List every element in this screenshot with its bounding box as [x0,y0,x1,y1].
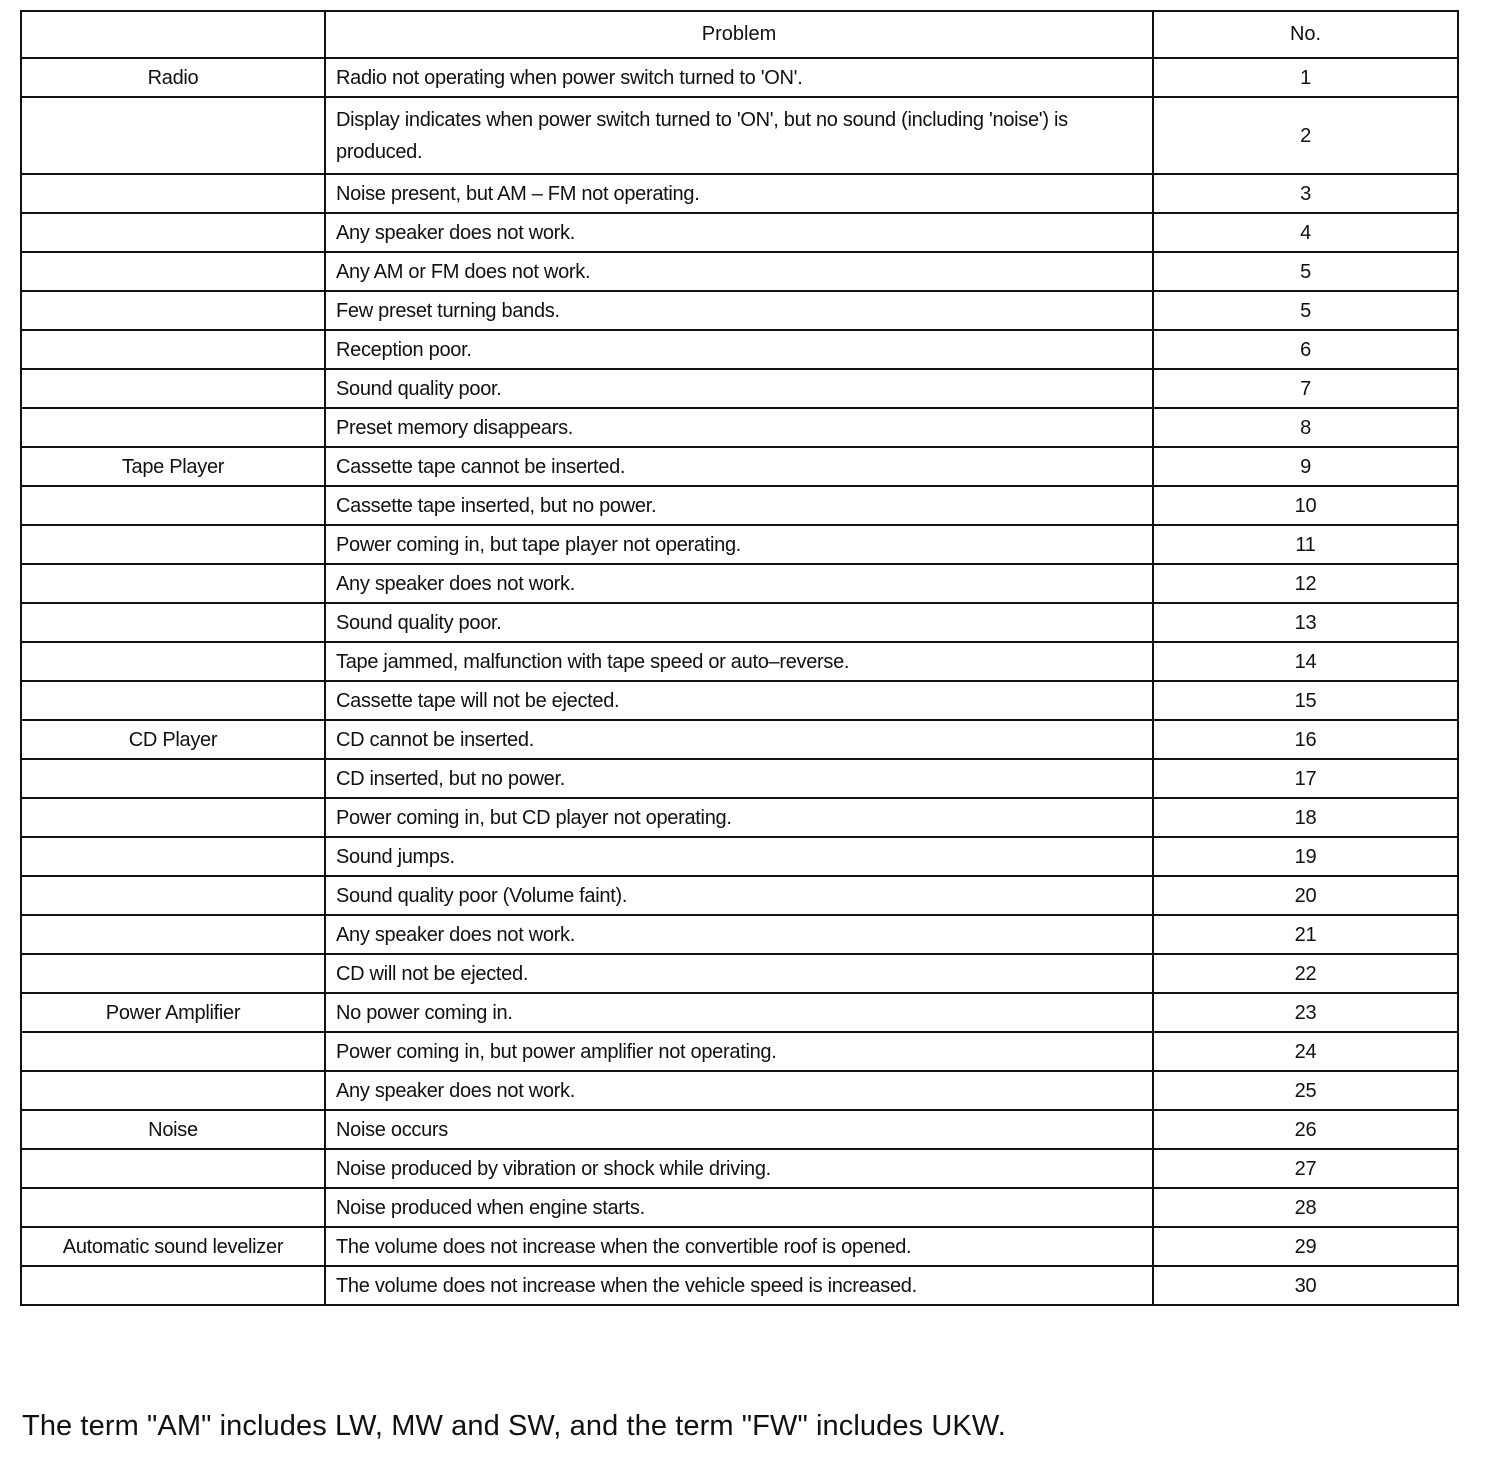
table-row [21,837,1458,876]
problem-cell: The volume does not increase when the vehicle speed is increased. [325,1266,1153,1305]
category-cell [21,876,325,915]
problem-cell: CD cannot be inserted. [325,720,1153,759]
category-cell [21,330,325,369]
problem-cell: Tape jammed, malfunction with tape speed or auto–reverse. [325,642,1153,681]
category-cell: Tape Player [21,447,325,486]
table-row [21,408,1458,447]
problem-cell: Sound quality poor (Volume faint). [325,876,1153,915]
number-cell: 21 [1153,915,1458,954]
problem-cell: Noise present, but AM – FM not operating. [325,174,1153,213]
number-cell: 19 [1153,837,1458,876]
problem-cell: Sound quality poor. [325,603,1153,642]
table-row [21,915,1458,954]
number-cell: 10 [1153,486,1458,525]
category-cell: Power Amplifier [21,993,325,1032]
number-cell: 24 [1153,1032,1458,1071]
table-row [21,369,1458,408]
table-row [21,642,1458,681]
problem-cell: No power coming in. [325,993,1153,1032]
number-cell: 18 [1153,798,1458,837]
number-cell: 16 [1153,720,1458,759]
number-cell: 13 [1153,603,1458,642]
category-cell [21,915,325,954]
category-cell [21,213,325,252]
table-row [21,58,1458,97]
category-cell [21,603,325,642]
problem-cell: CD will not be ejected. [325,954,1153,993]
problem-cell: Any speaker does not work. [325,564,1153,603]
number-cell: 20 [1153,876,1458,915]
number-cell: 1 [1153,58,1458,97]
number-cell: 4 [1153,213,1458,252]
number-cell: 7 [1153,369,1458,408]
table-row [21,97,1458,174]
number-cell: 5 [1153,291,1458,330]
number-cell: 26 [1153,1110,1458,1149]
number-cell: 8 [1153,408,1458,447]
category-cell [21,681,325,720]
number-cell: 29 [1153,1227,1458,1266]
category-cell [21,1266,325,1305]
header-problem: Problem [325,11,1153,58]
category-cell [21,97,325,174]
problem-cell: Noise produced by vibration or shock while driving. [325,1149,1153,1188]
table-row [21,798,1458,837]
problem-cell: Preset memory disappears. [325,408,1153,447]
problem-cell: Any speaker does not work. [325,213,1153,252]
problem-cell: Sound jumps. [325,837,1153,876]
category-cell [21,642,325,681]
category-cell [21,174,325,213]
table-row [21,1266,1458,1305]
problem-cell: Any speaker does not work. [325,1071,1153,1110]
table-row [21,213,1458,252]
category-cell [21,954,325,993]
category-cell: Automatic sound levelizer [21,1227,325,1266]
table-row [21,486,1458,525]
table-row [21,720,1458,759]
table-row [21,954,1458,993]
table-row [21,1188,1458,1227]
problem-cell: Reception poor. [325,330,1153,369]
category-cell [21,1071,325,1110]
category-cell [21,1188,325,1227]
number-cell: 17 [1153,759,1458,798]
footnote: The term "AM" includes LW, MW and SW, and the term "FW" includes UKW. [22,1410,1006,1442]
table-row [21,1227,1458,1266]
problem-cell: Noise occurs [325,1110,1153,1149]
table-row [21,603,1458,642]
table-row [21,1032,1458,1071]
category-cell [21,369,325,408]
problem-cell: Noise produced when engine starts. [325,1188,1153,1227]
table-header-row [21,11,1458,58]
category-cell [21,486,325,525]
problem-cell: Display indicates when power switch turned to 'ON', but no sound (including 'noise') is produced. [325,97,1153,174]
table-row [21,291,1458,330]
category-cell [21,291,325,330]
table-row [21,1149,1458,1188]
number-cell: 25 [1153,1071,1458,1110]
category-cell [21,564,325,603]
number-cell: 3 [1153,174,1458,213]
number-cell: 5 [1153,252,1458,291]
problem-cell: Cassette tape will not be ejected. [325,681,1153,720]
number-cell: 11 [1153,525,1458,564]
table-row [21,174,1458,213]
number-cell: 27 [1153,1149,1458,1188]
problem-cell: Few preset turning bands. [325,291,1153,330]
category-cell [21,837,325,876]
table-row [21,564,1458,603]
number-cell: 23 [1153,993,1458,1032]
table-row [21,1071,1458,1110]
number-cell: 22 [1153,954,1458,993]
problem-cell: Power coming in, but tape player not operating. [325,525,1153,564]
number-cell: 14 [1153,642,1458,681]
category-cell: CD Player [21,720,325,759]
problem-cell: Radio not operating when power switch turned to 'ON'. [325,58,1153,97]
category-cell: Radio [21,58,325,97]
category-cell [21,798,325,837]
number-cell: 6 [1153,330,1458,369]
header-category [21,11,325,58]
category-cell [21,252,325,291]
problem-cell: Power coming in, but CD player not operating. [325,798,1153,837]
table-row [21,447,1458,486]
table-row [21,876,1458,915]
table-row [21,525,1458,564]
table-row [21,681,1458,720]
table-row [21,252,1458,291]
category-cell [21,1149,325,1188]
problem-cell: Power coming in, but power amplifier not operating. [325,1032,1153,1071]
category-cell: Noise [21,1110,325,1149]
table-row [21,330,1458,369]
problem-cell: CD inserted, but no power. [325,759,1153,798]
problem-cell: Cassette tape inserted, but no power. [325,486,1153,525]
number-cell: 30 [1153,1266,1458,1305]
table-row [21,1110,1458,1149]
header-number: No. [1153,11,1458,58]
category-cell [21,525,325,564]
table-row [21,759,1458,798]
number-cell: 28 [1153,1188,1458,1227]
problem-cell: Any AM or FM does not work. [325,252,1153,291]
category-cell [21,1032,325,1071]
table-body [21,58,1458,1305]
problem-cell: Cassette tape cannot be inserted. [325,447,1153,486]
troubleshooting-table [20,10,1459,1306]
number-cell: 12 [1153,564,1458,603]
problem-cell: Any speaker does not work. [325,915,1153,954]
problem-cell: Sound quality poor. [325,369,1153,408]
table-row [21,993,1458,1032]
category-cell [21,408,325,447]
number-cell: 15 [1153,681,1458,720]
problem-cell: The volume does not increase when the convertible roof is opened. [325,1227,1153,1266]
number-cell: 2 [1153,97,1458,174]
number-cell: 9 [1153,447,1458,486]
category-cell [21,759,325,798]
